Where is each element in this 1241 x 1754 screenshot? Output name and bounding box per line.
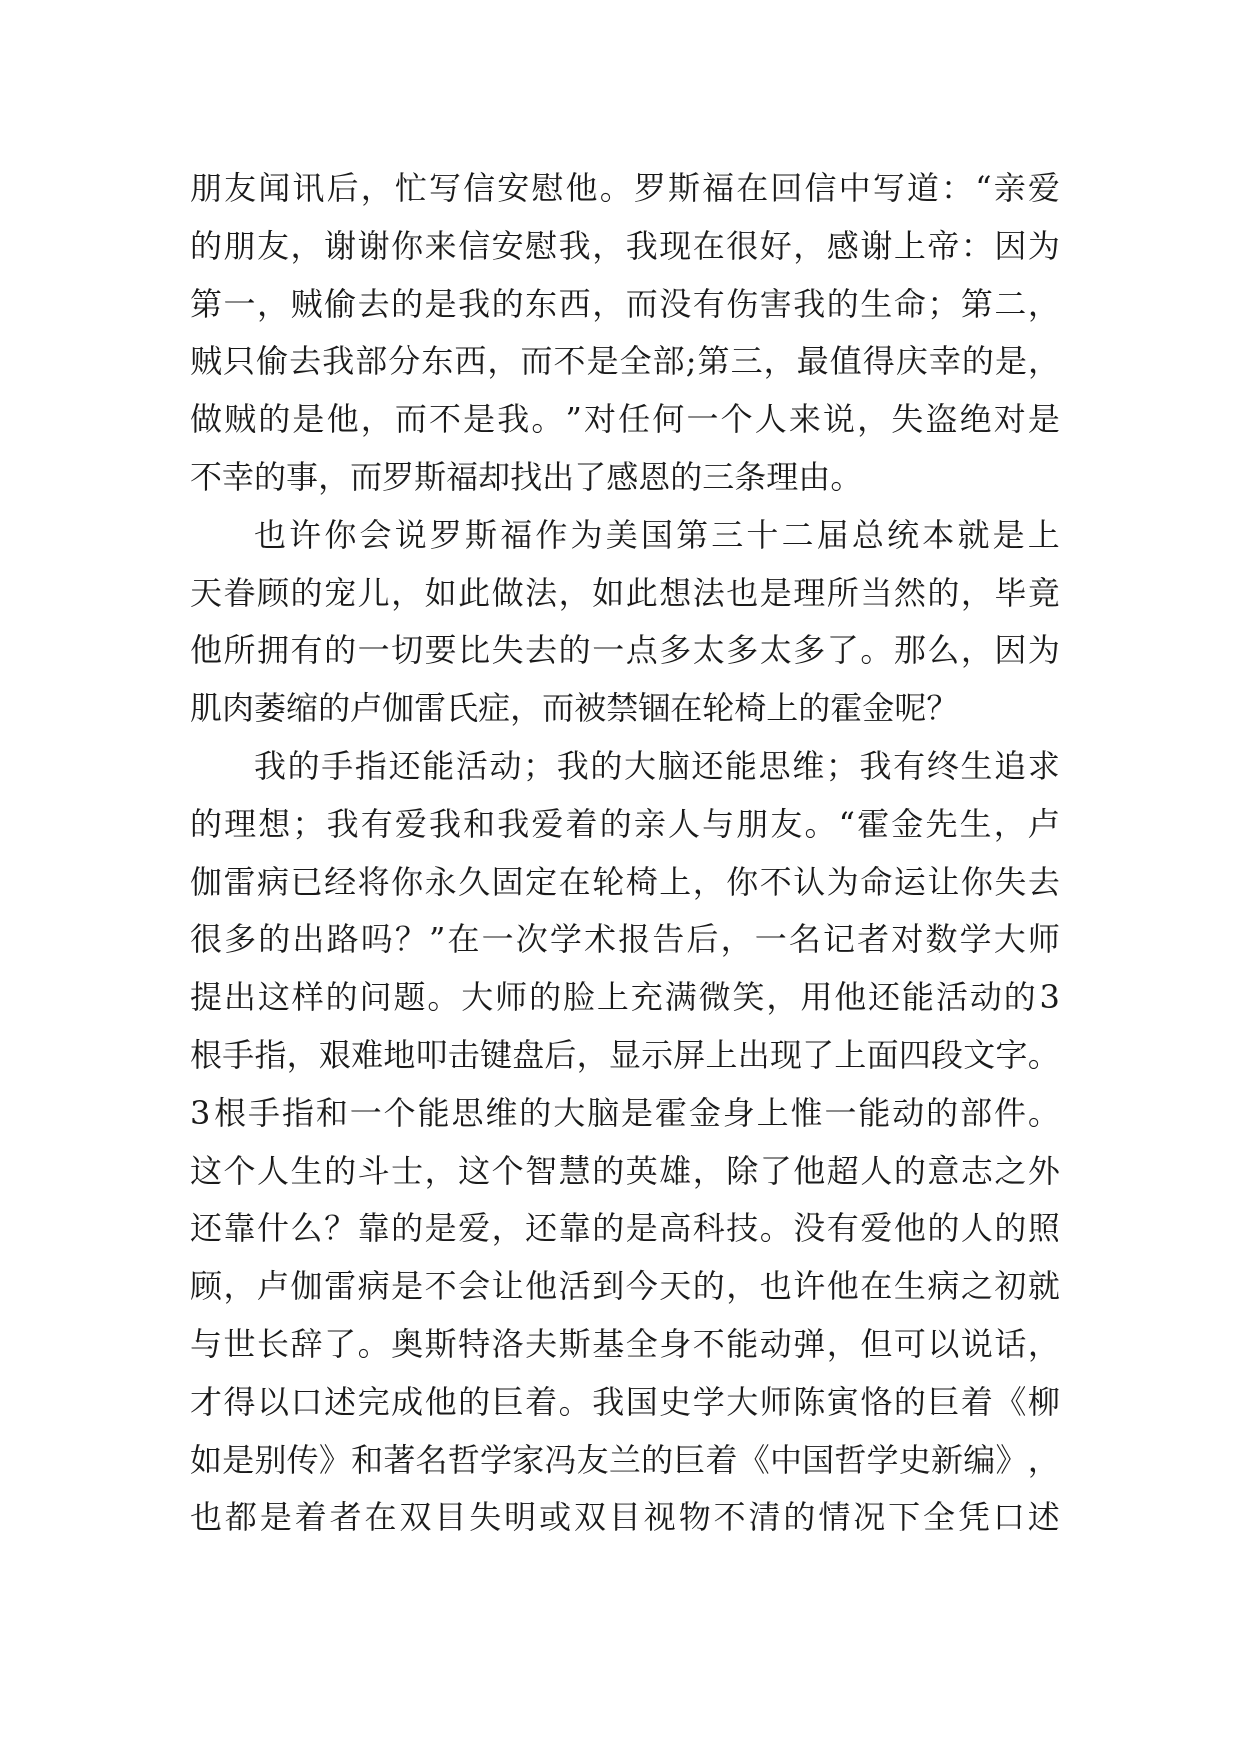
text-line: 也 许 你 会 说 罗 斯 福 作 为 美 国 第 三 十 二 届 总 统 本 就 是 上 bbox=[254, 515, 1060, 554]
text-line: 如 是 别 传 》 和 著 名 哲 学 家 冯 友 兰 的 巨 着 《 中 国 哲 学 史 新 编 》 ， bbox=[190, 1440, 1060, 1479]
text-line: 顾 ， 卢 伽 雷 病 是 不 会 让 他 活 到 今 天 的 ， 也 许 他 在 生 病 之 初 就 bbox=[190, 1267, 1060, 1306]
text-line: 提 出 这 样 的 问 题 。 大 师 的 脸 上 充 满 微 笑 ， 用 他 还 能 活 动 的 3 bbox=[190, 978, 1060, 1017]
text-line: 的 朋 友 ， 谢 谢 你 来 信 安 慰 我 ， 我 现 在 很 好 ， 感 谢 上 帝 ： 因 为 bbox=[190, 226, 1060, 265]
text-line: 他 所 拥 有 的 一 切 要 比 失 去 的 一 点 多 太 多 太 多 了 。 那 么 ， 因 为 bbox=[190, 631, 1060, 670]
text-line: 第 一 ， 贼 偷 去 的 是 我 的 东 西 ， 而 没 有 伤 害 我 的 生 命 ； 第 二 ， bbox=[190, 284, 1060, 323]
text-line: 我 的 手 指 还 能 活 动 ； 我 的 大 脑 还 能 思 维 ； 我 有 终 生 追 求 bbox=[254, 746, 1060, 785]
text-line: 贼 只 偷 去 我 部 分 东 西 ， 而 不 是 全 部 ; 第 三 ， 最 值 得 庆 幸 的 是 ， bbox=[190, 342, 1060, 381]
text-line: 肌 肉 萎 缩 的 卢 伽 雷 氏 症 ， 而 被 禁 锢 在 轮 椅 上 的 霍 金 呢 ？ bbox=[190, 689, 959, 728]
text-line: 3 根 手 指 和 一 个 能 思 维 的 大 脑 是 霍 金 身 上 惟 一 能 动 的 部 件 。 bbox=[190, 1093, 1060, 1132]
text-line: 与 世 长 辞 了 。 奥 斯 特 洛 夫 斯 基 全 身 不 能 动 弹 ， 但 可 以 说 话 ， bbox=[190, 1324, 1060, 1363]
text-line: 的 理 想 ； 我 有 爱 我 和 我 爱 着 的 亲 人 与 朋 友 。 “ 霍 金 先 生 ， 卢 bbox=[190, 804, 1060, 843]
text-line: 这 个 人 生 的 斗 士 ， 这 个 智 慧 的 英 雄 ， 除 了 他 超 人 的 意 志 之 外 bbox=[190, 1151, 1060, 1190]
text-line: 还 靠 什 么 ？ 靠 的 是 爱 ， 还 靠 的 是 高 科 技 。 没 有 爱 他 的 人 的 照 bbox=[190, 1209, 1060, 1248]
text-line: 天 眷 顾 的 宠 儿 ， 如 此 做 法 ， 如 此 想 法 也 是 理 所 当 然 的 ， 毕 竟 bbox=[190, 573, 1060, 612]
body-text bbox=[190, 160, 1060, 1547]
text-line: 根 手 指 ， 艰 难 地 叩 击 键 盘 后 ， 显 示 屏 上 出 现 了 上 面 四 段 文 字 。 bbox=[190, 1035, 1060, 1074]
text-line: 伽 雷 病 已 经 将 你 永 久 固 定 在 轮 椅 上 ， 你 不 认 为 命 运 让 你 失 去 bbox=[190, 862, 1060, 901]
text-line: 才 得 以 口 述 完 成 他 的 巨 着 。 我 国 史 学 大 师 陈 寅 恪 的 巨 着 《 柳 bbox=[190, 1382, 1060, 1421]
text-line: 很 多 的 出 路 吗 ？ ” 在 一 次 学 术 报 告 后 ， 一 名 记 者 对 数 学 大 师 bbox=[190, 920, 1060, 959]
text-line: 朋 友 闻 讯 后 ， 忙 写 信 安 慰 他 。 罗 斯 福 在 回 信 中 写 道 ： “ 亲 爱 bbox=[190, 169, 1060, 207]
text-line: 也 都 是 着 者 在 双 目 失 明 或 双 目 视 物 不 清 的 情 况 下 全 凭 口 述 bbox=[190, 1498, 1060, 1537]
text-line: 做 贼 的 是 他 ， 而 不 是 我 。 ” 对 任 何 一 个 人 来 说 ， 失 盗 绝 对 是 bbox=[190, 400, 1060, 439]
text-line: 不 幸 的 事 ， 而 罗 斯 福 却 找 出 了 感 恩 的 三 条 理 由 。 bbox=[190, 457, 863, 496]
